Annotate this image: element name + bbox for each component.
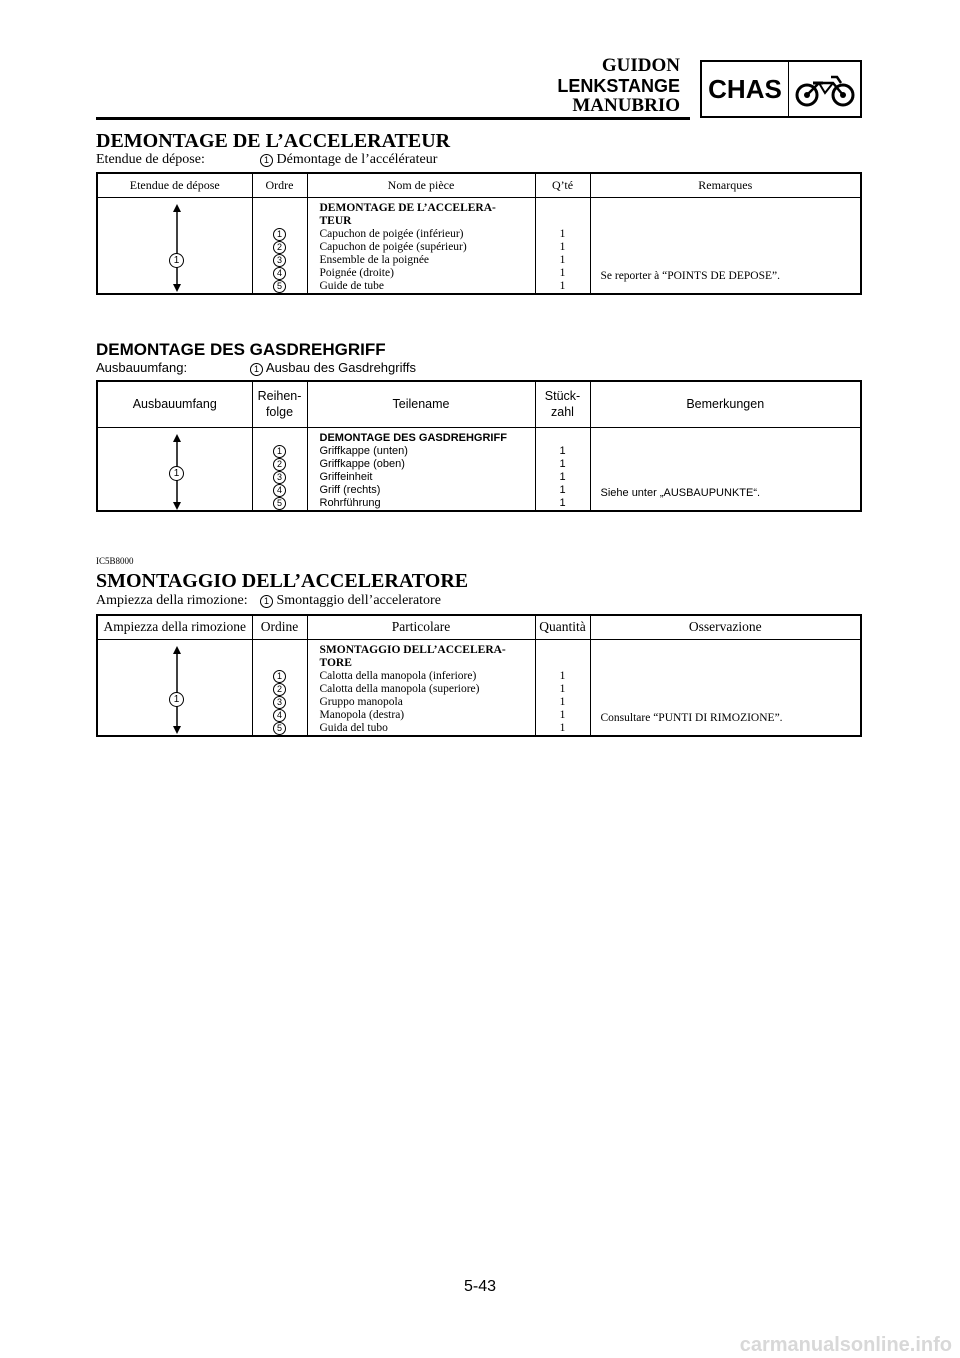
order-number: 1 (273, 445, 286, 458)
part-name: Guide de tube (319, 279, 385, 292)
section-title-de: DEMONTAGE DES GASDREHGRIFF (96, 340, 386, 359)
part-name: Griffkappe (unten) (319, 444, 408, 457)
header-qty: Quantità (535, 615, 590, 639)
scope-text: Ausbau des Gasdrehgriffs (265, 360, 416, 375)
qty: 1 (559, 721, 566, 734)
scope-number: 1 (250, 363, 263, 376)
part-name: Rohrführung (319, 496, 381, 509)
table-header-row (97, 173, 861, 197)
section-code-it: IC5B8000 (96, 556, 134, 566)
group-title: DEMONTAGE DES GASDREHGRIFF (319, 431, 507, 444)
remark: Se reporter à “POINTS DE DEPOSE”. (600, 269, 780, 282)
qty-column (535, 427, 590, 511)
part-name: Calotta della manopola (superiore) (319, 682, 480, 695)
part-name-column (307, 639, 535, 736)
header-order: Ordre (252, 173, 307, 197)
header-part-name: Teilename (307, 381, 535, 427)
table-body-row (97, 427, 861, 511)
section-title-fr: DEMONTAGE DE L’ACCELERATEUR (96, 130, 451, 152)
scope-arrow-number: 1 (169, 692, 184, 707)
qty: 1 (559, 695, 566, 708)
watermark: carmanualsonline.info (739, 1334, 952, 1356)
order-column (252, 639, 307, 736)
header-scope: Etendue de dépose (97, 173, 252, 197)
header-rule (96, 117, 690, 120)
table-de (96, 380, 862, 512)
order-number: 2 (273, 683, 286, 696)
group-title: SMONTAGGIO DELL’ACCELERA- (319, 643, 506, 656)
qty: 1 (559, 253, 566, 266)
order-column (252, 427, 307, 511)
part-name: Griffeinheit (319, 470, 373, 483)
scope-arrow-cell (97, 639, 252, 736)
section-scope-fr (96, 152, 438, 168)
scope-arrow-cell (97, 427, 252, 511)
qty: 1 (559, 227, 566, 240)
header-qty-line1: Stück- (544, 389, 581, 404)
part-name: Capuchon de poigée (supérieur) (319, 240, 467, 253)
section-badge (700, 60, 862, 118)
scope-label: Etendue de dépose: (96, 152, 205, 167)
qty: 1 (559, 240, 566, 253)
header-qty-line2: zahl (551, 405, 574, 420)
group-title-cont: TEUR (319, 214, 352, 227)
header-scope: Ausbauumfang (97, 381, 252, 427)
part-name: Calotta della manopola (inferiore) (319, 669, 477, 682)
group-title: DEMONTAGE DE L’ACCELERA- (319, 201, 496, 214)
motorcycle-icon (789, 62, 860, 116)
order-number: 5 (273, 722, 286, 735)
scope-label: Ausbauumfang: (96, 360, 188, 375)
part-name: Griff (rechts) (319, 483, 381, 496)
order-column (252, 197, 307, 294)
part-name: Griffkappe (oben) (319, 457, 405, 470)
order-number: 4 (273, 267, 286, 280)
remark: Siehe unter „AUSBAUPUNKTE“. (600, 486, 761, 499)
qty: 1 (559, 483, 566, 496)
remarks-column (590, 197, 861, 294)
qty: 1 (559, 444, 566, 457)
scope-arrow-number: 1 (169, 466, 184, 481)
remarks-column (590, 427, 861, 511)
section-scope-it (96, 593, 441, 609)
header-part-name: Particolare (307, 615, 535, 639)
section-badge-label: CHAS (702, 62, 789, 116)
part-name: Capuchon de poigée (inférieur) (319, 227, 464, 240)
order-number: 2 (273, 458, 286, 471)
part-name-column (307, 197, 535, 294)
group-title-cont: TORE (319, 656, 352, 669)
qty-column (535, 639, 590, 736)
scope-arrow-cell (97, 197, 252, 294)
scope-number: 1 (260, 595, 273, 608)
scope-text: Démontage de l’accélérateur (276, 152, 438, 167)
qty: 1 (559, 457, 566, 470)
section-scope-de (96, 360, 416, 375)
part-name: Manopola (destra) (319, 708, 405, 721)
qty: 1 (559, 279, 566, 292)
table-header-row (97, 381, 861, 427)
order-number: 4 (273, 709, 286, 722)
double-arrow-icon (170, 204, 184, 292)
header-remarks: Remarques (590, 173, 861, 197)
page-number: 5-43 (463, 1278, 497, 1295)
order-number: 5 (273, 497, 286, 510)
table-body-row (97, 197, 861, 294)
qty-column (535, 197, 590, 294)
part-name: Ensemble de la poignée (319, 253, 430, 266)
qty: 1 (559, 266, 566, 279)
table-it (96, 614, 862, 737)
header-order-line2: folge (265, 405, 294, 420)
title-de: LENKSTANGE (557, 76, 680, 96)
qty: 1 (559, 708, 566, 721)
remarks-column (590, 639, 861, 736)
header-qty: Q’té (535, 173, 590, 197)
order-number: 4 (273, 484, 286, 497)
part-name: Gruppo manopola (319, 695, 403, 708)
title-it: MANUBRIO (572, 95, 680, 116)
part-name: Poignée (droite) (319, 266, 394, 279)
order-number: 5 (273, 280, 286, 293)
order-number: 1 (273, 228, 286, 241)
header-scope: Ampiezza della rimozione (97, 615, 252, 639)
header-qty (535, 381, 590, 427)
part-name: Guida del tubo (319, 721, 388, 734)
scope-arrow-number: 1 (169, 253, 184, 268)
part-name-column (307, 427, 535, 511)
scope-number: 1 (260, 154, 273, 167)
order-number: 3 (273, 471, 286, 484)
table-fr (96, 172, 862, 295)
double-arrow-icon (170, 646, 184, 734)
chapter-titles (557, 56, 680, 116)
header-order-line1: Reihen- (257, 389, 302, 404)
order-number: 2 (273, 241, 286, 254)
order-number: 1 (273, 670, 286, 683)
header-remarks: Osservazione (590, 615, 861, 639)
scope-text: Smontaggio dell’acceleratore (276, 593, 441, 608)
qty: 1 (559, 682, 566, 695)
scope-label: Ampiezza della rimozione: (96, 593, 248, 608)
qty: 1 (559, 496, 566, 509)
qty: 1 (559, 470, 566, 483)
title-fr: GUIDON (601, 55, 680, 76)
header-order: Ordine (252, 615, 307, 639)
qty: 1 (559, 669, 566, 682)
remark: Consultare “PUNTI DI RIMOZIONE”. (600, 711, 783, 724)
order-number: 3 (273, 696, 286, 709)
header-part-name: Nom de pièce (307, 173, 535, 197)
table-body-row (97, 639, 861, 736)
header-remarks: Bemerkungen (590, 381, 861, 427)
section-title-it: SMONTAGGIO DELL’ACCELERATORE (96, 570, 469, 592)
header-order (252, 381, 307, 427)
order-number: 3 (273, 254, 286, 267)
table-header-row (97, 615, 861, 639)
